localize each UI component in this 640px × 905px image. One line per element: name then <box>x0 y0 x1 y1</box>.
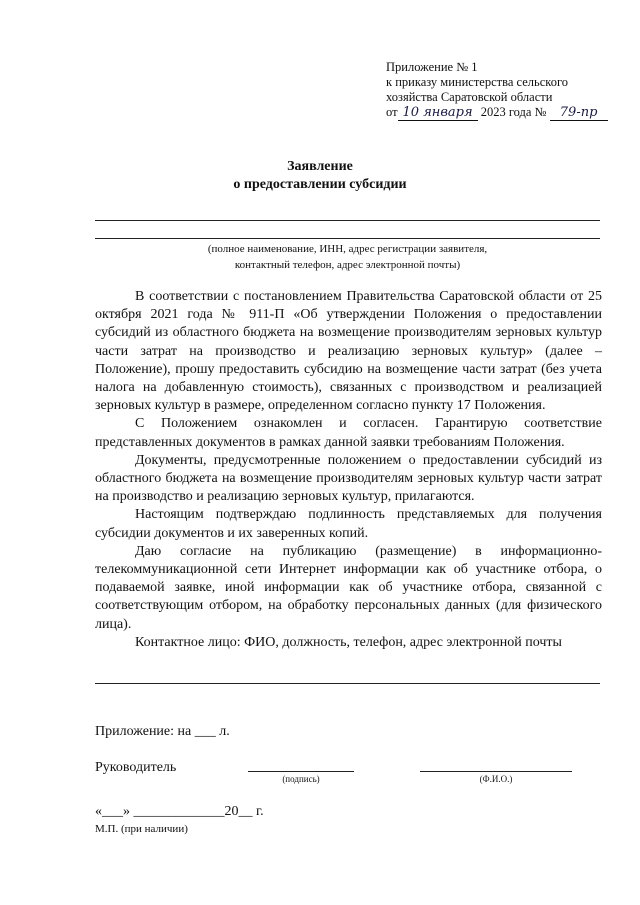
appendix-block <box>386 60 608 121</box>
appendix-line-2: к приказу министерства сельского <box>386 75 569 89</box>
appendix-line-1: Приложение № 1 <box>386 60 478 74</box>
paragraph-3: Документы, предусмотренные положением о предоставлении субсидий из областного бюджета на возмещение производителям зерновых культур части затрат на производство и реализацию зерновых культур, прилагаются. <box>95 452 602 505</box>
name-caption: (Ф.И.О.) <box>479 774 513 784</box>
paragraph-6: Контактное лицо: ФИО, должность, телефон, адрес электронной почты <box>135 634 562 650</box>
signature-caption: (подпись) <box>282 774 320 784</box>
applicant-caption <box>95 241 600 273</box>
handwritten-date: 10 января <box>398 105 478 121</box>
paragraph-4: Настоящим подтверждаю подлинность представляемых для получения субсидии документов и их заверенных копий. <box>95 507 602 541</box>
applicant-line-2 <box>95 238 600 239</box>
handwritten-number: 79-пр <box>550 105 608 121</box>
appendix-line-3: хозяйства Саратовской области <box>386 90 553 104</box>
paragraph-1: В соответствии с постановлением Правительства Саратовской области от 25 октября 2021 года № 911-П «Об утверждении Положения о предоставлении субсидий из областного бюджета на возмещение производителям зерновых культур части затрат на производство и реализацию зерновых культур» (далее – Положение), прошу предоставить субсидию на возмещение части затрат (без учета налога на добавленную стоимость), связанных с производством и реализацией зерновых культур в размере, определенном согласно пункту 17 Положения. <box>95 289 602 414</box>
year-text: 2023 года № <box>480 105 547 119</box>
applicant-line-1 <box>95 220 600 221</box>
date-field: «___» _____________20__ г. <box>95 804 264 819</box>
stamp-label: М.П. (при наличии) <box>95 823 188 835</box>
paragraph-2: С Положением ознакомлен и согласен. Гарантирую соответствие представленных документов в рамках данной заявки требованиям Положения. <box>95 416 602 450</box>
paragraph-5: Даю согласие на публикацию (размещение) в информационно-телекоммуникационной сети Интернет информации как об участнике отбора, о подаваемой заявке, иной информации как об участнике отбора, связанной с соответствующим отбором, на обработку персональных данных (для физического лица). <box>95 543 602 632</box>
title-line-1: Заявление <box>287 159 353 174</box>
contact-line <box>95 683 600 684</box>
title-line-2: о предоставлении субсидии <box>233 177 407 192</box>
attachment-label: Приложение: на ___ л. <box>95 724 230 739</box>
applicant-caption-line-2: контактный телефон, адрес электронной почты) <box>234 259 461 271</box>
date-prefix: от <box>386 105 398 119</box>
document-title <box>0 158 640 194</box>
application-body <box>95 288 602 652</box>
name-line <box>420 771 572 772</box>
signature-line <box>248 771 354 772</box>
head-label: Руководитель <box>95 760 177 775</box>
applicant-caption-line-1: (полное наименование, ИНН, адрес регистрации заявителя, <box>207 243 488 255</box>
appendix-date-line <box>386 105 608 121</box>
